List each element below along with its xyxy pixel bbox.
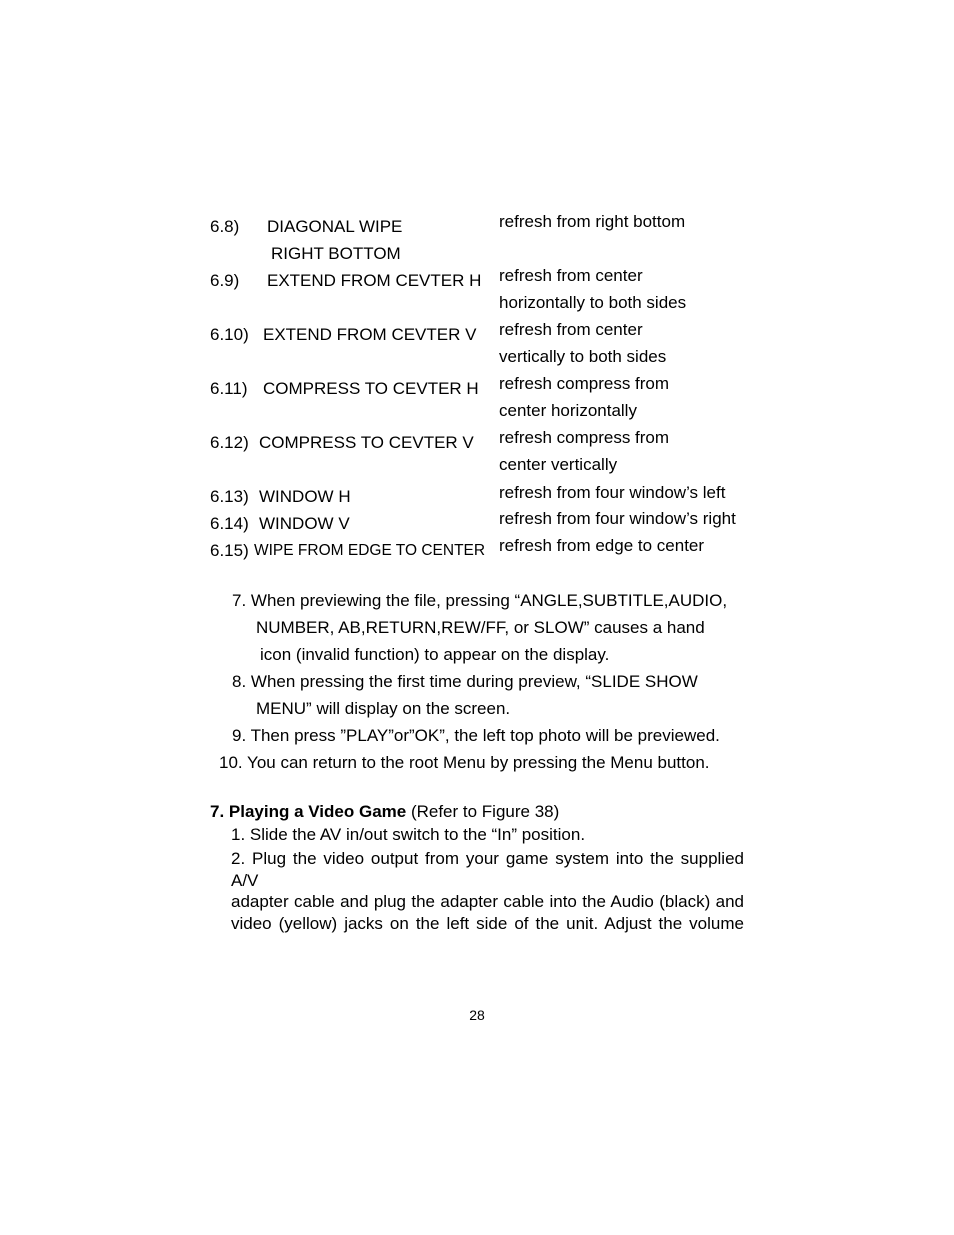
- effect-name: DIAGONAL WIPE: [267, 217, 403, 236]
- effect-description-continued: center horizontally: [499, 401, 637, 420]
- instruction-item-2: [231, 848, 744, 934]
- section-heading: [210, 803, 559, 820]
- effect-name: COMPRESS TO CEVTER V: [259, 433, 474, 452]
- effect-name: EXTEND FROM CEVTER H: [267, 271, 482, 290]
- effect-number: 6.14): [210, 514, 249, 533]
- effect-name: COMPRESS TO CEVTER H: [263, 379, 479, 398]
- instruction-item-2-line-1: 2. Plug the video output from your game system into the supplied A/V: [231, 849, 744, 890]
- section-figure-reference: (Refer to Figure 38): [406, 802, 560, 821]
- effect-description-continued: center vertically: [499, 455, 618, 474]
- effect-name: WIPE FROM EDGE TO CENTER: [254, 542, 486, 559]
- effect-description: refresh from four window’s right: [499, 509, 736, 528]
- effect-description: refresh compress from: [499, 428, 670, 447]
- step-10: 10. You can return to the root Menu by pressing the Menu button.: [219, 753, 710, 772]
- effect-number: 6.12): [210, 433, 249, 452]
- effect-number: 6.10): [210, 325, 249, 344]
- step-8-line-1: 8. When pressing the first time during preview, “SLIDE SHOW: [232, 672, 698, 691]
- step-9: 9. Then press ”PLAY”or”OK”, the left top photo will be previewed.: [232, 726, 720, 745]
- effect-name-continued: RIGHT BOTTOM: [271, 244, 401, 263]
- effect-number: 6.13): [210, 487, 249, 506]
- page-number: 28: [469, 1007, 485, 1023]
- effect-description: refresh from four window’s left: [499, 483, 726, 502]
- effect-description-continued: horizontally to both sides: [499, 293, 687, 312]
- effect-number: 6.8): [210, 217, 240, 236]
- section-title: 7. Playing a Video Game: [210, 802, 407, 821]
- effect-description: refresh from center: [499, 320, 643, 339]
- effect-name: WINDOW V: [259, 514, 350, 533]
- instruction-item-1: 1. Slide the AV in/out switch to the “In” position.: [231, 825, 586, 844]
- step-7-line-2: NUMBER, AB,RETURN,REW/FF, or SLOW” causes a hand: [256, 618, 705, 637]
- effect-name: WINDOW H: [259, 487, 351, 506]
- instruction-item-2-line-2: adapter cable and plug the adapter cable into the Audio (black) and: [231, 892, 744, 911]
- effect-number: 6.15): [210, 541, 249, 560]
- effect-description-continued: vertically to both sides: [499, 347, 667, 366]
- effect-description: refresh from center: [499, 266, 643, 285]
- effect-description: refresh from right bottom: [499, 212, 686, 231]
- step-7-line-3: icon (invalid function) to appear on the display.: [260, 645, 610, 664]
- step-7-line-1: 7. When previewing the file, pressing “ANGLE,SUBTITLE,AUDIO,: [232, 591, 728, 610]
- effect-description: refresh compress from: [499, 374, 670, 393]
- effect-name: EXTEND FROM CEVTER V: [263, 325, 477, 344]
- effect-description: refresh from edge to center: [499, 536, 705, 555]
- instruction-item-2-line-3: video (yellow) jacks on the left side of the unit. Adjust the volume: [231, 913, 744, 933]
- step-8-line-2: MENU” will display on the screen.: [256, 699, 511, 718]
- effect-number: 6.9): [210, 271, 240, 290]
- effect-number: 6.11): [210, 379, 248, 398]
